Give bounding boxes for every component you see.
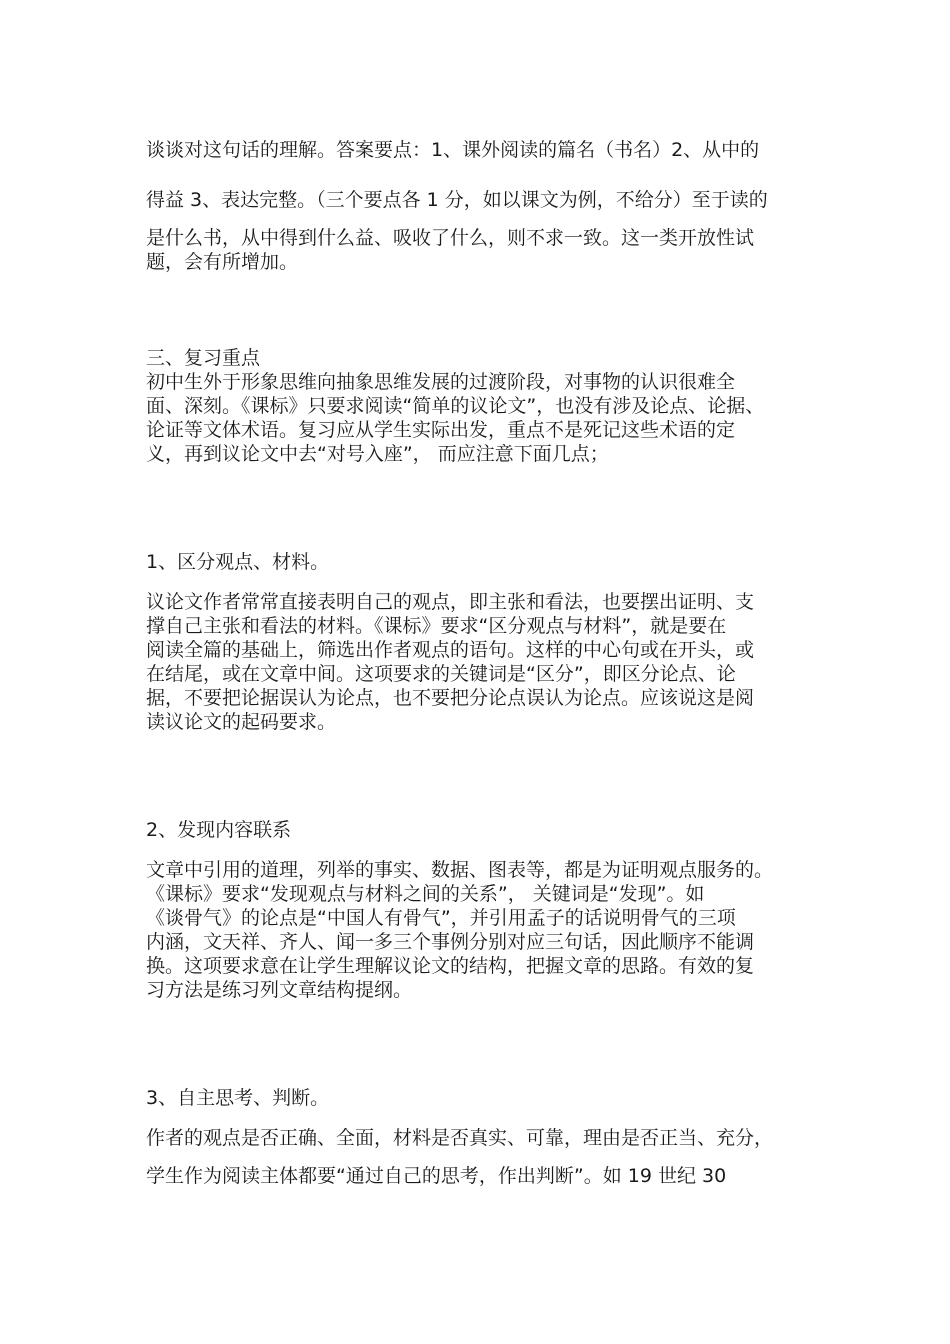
text-line: 面、深刻。《课标》只要求阅读“简单的议论文”，也没有涉及论点、论据、 bbox=[146, 395, 765, 417]
text-line: 在结尾，或在文章中间。这项要求的关键词是“区分”，即区分论点、论 bbox=[146, 663, 736, 685]
text-line: 文章中引用的道理，列举的事实、数据、图表等，都是为证明观点服务的。 bbox=[146, 859, 774, 881]
section-heading: 三、复习重点 bbox=[146, 347, 261, 369]
text-line: 内涵，文天祥、齐人、闻一多三个事例分别对应三句话，因此顺序不能调 bbox=[146, 931, 755, 953]
text-line: 《课标》要求“发现观点与材料之间的关系”， 关键词是“发现”。如 bbox=[146, 883, 705, 905]
text-line: 论证等文体术语。复习应从学生实际出发，重点不是死记这些术语的定 bbox=[146, 419, 736, 441]
text-line: 谈谈对这句话的理解。答案要点：1、课外阅读的篇名（书名）2、从中的 bbox=[146, 139, 760, 161]
subsection-heading: 3、自主思考、判断。 bbox=[146, 1087, 330, 1109]
text-line: 初中生外于形象思维向抽象思维发展的过渡阶段，对事物的认识很难全 bbox=[146, 371, 736, 393]
text-line: 换。这项要求意在让学生理解议论文的结构，把握文章的思路。有效的复 bbox=[146, 955, 755, 977]
text-line: 议论文作者常常直接表明自己的观点，即主张和看法，也要摆出证明、支 bbox=[146, 591, 755, 613]
text-line: 是什么书，从中得到什么益、吸收了什么，则不求一致。这一类开放性试 bbox=[146, 227, 755, 249]
text-line: 撑自己主张和看法的材料。《课标》要求“区分观点与材料”，就是要在 bbox=[146, 615, 727, 637]
text-line: 作者的观点是否正确、全面，材料是否真实、可靠，理由是否正当、充分， bbox=[146, 1127, 774, 1149]
text-line: 题，会有所增加。 bbox=[146, 251, 299, 273]
text-line: 义，再到议论文中去“对号入座”， 而应注意下面几点； bbox=[146, 443, 609, 465]
text-line: 阅读全篇的基础上，筛选出作者观点的语句。这样的中心句或在开头，或 bbox=[146, 639, 755, 661]
subsection-heading: 1、区分观点、材料。 bbox=[146, 551, 330, 573]
text-line: 得益 3、表达完整。（三个要点各 1 分，如以课文为例，不给分）至于读的 bbox=[146, 189, 768, 211]
text-line: 读议论文的起码要求。 bbox=[146, 711, 337, 733]
subsection-heading: 2、发现内容联系 bbox=[146, 819, 292, 841]
text-line: 据，不要把论据误认为论点，也不要把分论点误认为论点。应该说这是阅 bbox=[146, 687, 755, 709]
text-line: 《谈骨气》的论点是“中国人有骨气”，并引用孟子的话说明骨气的三项 bbox=[146, 907, 736, 929]
text-line: 学生作为阅读主体都要“通过自己的思考，作出判断”。如 19 世纪 30 bbox=[146, 1165, 727, 1187]
text-line: 习方法是练习列文章结构提纲。 bbox=[146, 979, 413, 1001]
